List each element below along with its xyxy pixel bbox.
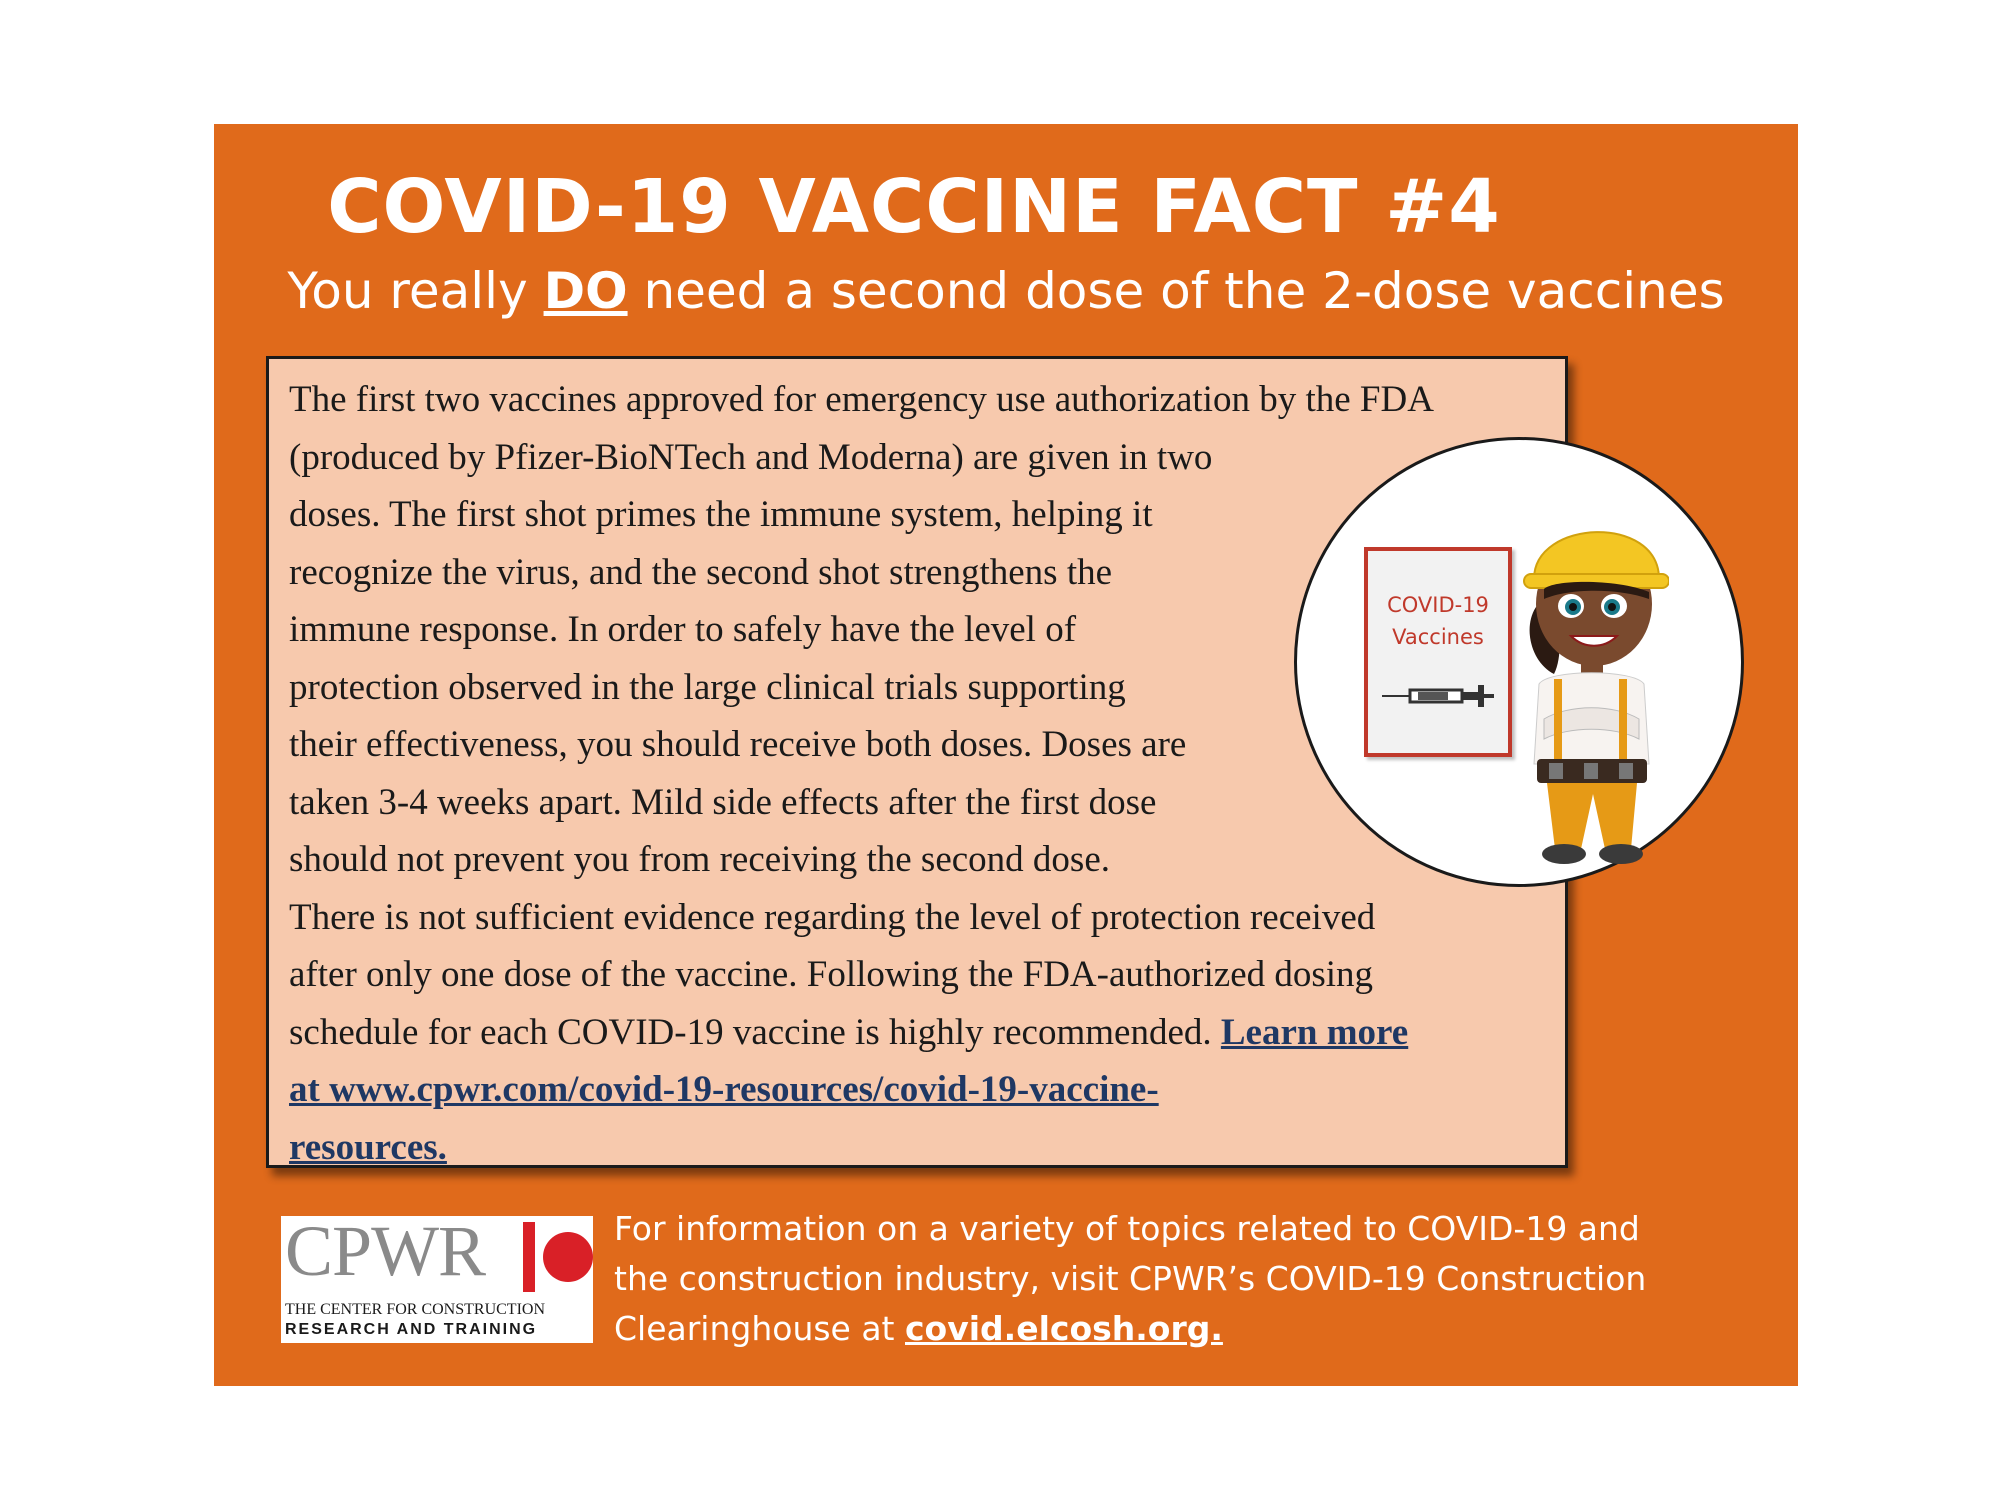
sign-line-1: COVID-19 (1387, 593, 1489, 617)
body-line: their effectiveness, you should receive both doses. Doses are (289, 724, 1187, 765)
footer-line-3-text: Clearinghouse at (614, 1309, 905, 1348)
vaccine-resources-link[interactable]: at www.cpwr.com/covid-19-resources/covid-19-vaccine- (289, 1069, 1159, 1110)
subtitle-post: need a second dose of the 2-dose vaccines (627, 262, 1725, 320)
body-line: recognize the virus, and the second shot strengthens the (289, 551, 1113, 593)
body-line: should not prevent you from receiving the second dose. (289, 839, 1110, 880)
syringe-icon (1380, 681, 1496, 711)
body-line: The first two vaccines approved for emergency use authorization by the FDA (289, 379, 1434, 420)
body-line-text: schedule for each COVID-19 vaccine is highly recommended. (289, 1011, 1221, 1053)
vaccine-sign (1364, 547, 1512, 757)
construction-worker-illustration (1509, 484, 1669, 869)
body-line-with-link (289, 1004, 1559, 1062)
body-line: There is not sufficient evidence regarding the level of protection received (289, 896, 1376, 938)
footer-line-2: the construction industry, visit CPWR’s COVID-19 Construction (614, 1259, 1647, 1298)
subtitle-pre: You really (287, 262, 544, 320)
body-line: after only one dose of the vaccine. Following the FDA-authorized dosing (289, 954, 1374, 995)
link-line (289, 1061, 1559, 1119)
subtitle-emphasis: DO (543, 262, 628, 320)
body-line: immune response. In order to safely have the level of (289, 609, 1077, 650)
logo-red-circle (543, 1222, 593, 1292)
body-line: protection observed in the large clinical trials supporting (289, 666, 1126, 708)
logo-subtitle-1: THE CENTER FOR CONSTRUCTION (285, 1301, 546, 1318)
cpwr-logo (281, 1211, 593, 1343)
page-title: COVID-19 VACCINE FACT #4 (327, 164, 1501, 250)
elcosh-link[interactable]: covid.elcosh.org. (905, 1309, 1223, 1348)
logo-red-bar (523, 1222, 535, 1292)
footer-line-3 (614, 1304, 1784, 1354)
link-line (289, 1119, 1559, 1177)
logo-subtitle-2: RESEARCH AND TRAINING (285, 1321, 538, 1338)
fact-card (214, 124, 1798, 1386)
learn-more-link[interactable]: Learn more (1220, 1011, 1409, 1053)
body-line: (produced by Pfizer-BioNTech and Moderna) are given in two (289, 436, 1213, 478)
footer-info (614, 1204, 1784, 1354)
sign-line-2: Vaccines (1392, 625, 1484, 649)
logo-name: CPWR (285, 1211, 486, 1291)
sign-text (1368, 589, 1508, 653)
body-line: taken 3-4 weeks apart. Mild side effects after the first dose (289, 781, 1157, 823)
subtitle (214, 262, 1798, 320)
footer-line-1: For information on a variety of topics related to COVID-19 and (614, 1209, 1640, 1248)
body-line: doses. The first shot primes the immune system, helping it (289, 494, 1153, 535)
vaccine-resources-link-end[interactable]: resources. (289, 1126, 447, 1168)
